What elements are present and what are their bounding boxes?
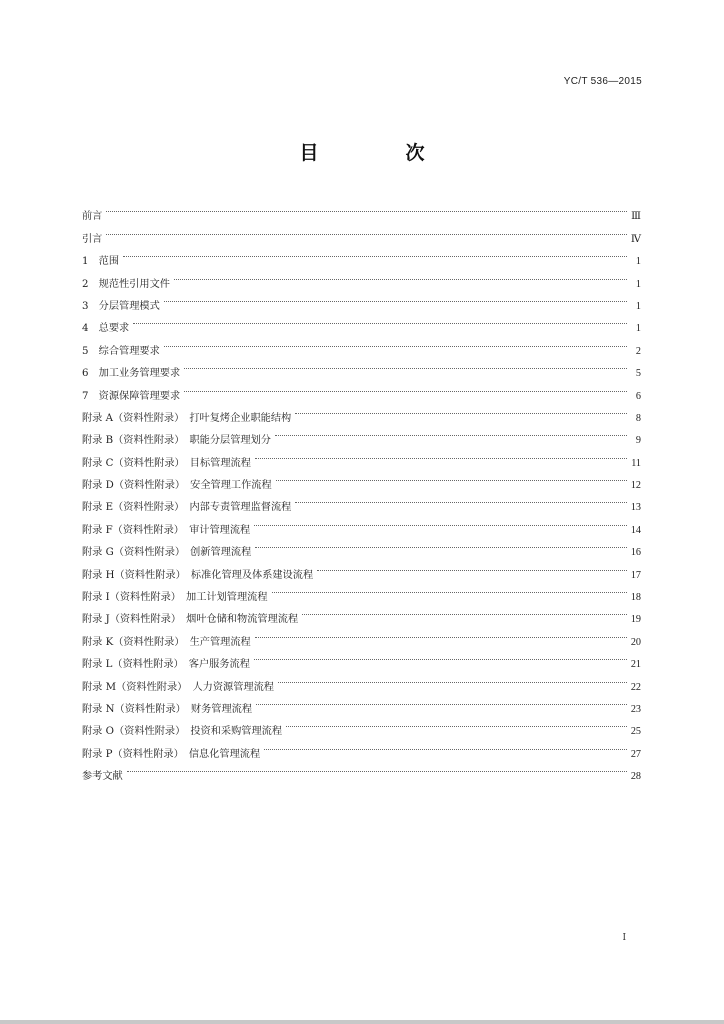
toc-entry-page: 16 — [630, 547, 641, 559]
toc-entry-page: 11 — [631, 457, 641, 469]
toc-entry-page: 1 — [635, 300, 641, 312]
toc-leader-dots — [286, 712, 627, 734]
toc-entry-page: Ⅲ — [631, 211, 641, 223]
toc-leader-dots — [264, 734, 627, 756]
toc-leader-dots — [106, 197, 627, 219]
toc-entry-label: 附录 C（资料性附录） 目标管理流程 — [82, 457, 251, 469]
toc-entry-page: 28 — [630, 771, 641, 783]
toc-entry[interactable] — [82, 242, 641, 268]
toc-entry-label: 4 总要求 — [82, 323, 130, 335]
toc-leader-dots — [133, 309, 627, 331]
toc-entry-label: 附录 P（资料性附录） 信息化管理流程 — [82, 748, 261, 760]
toc-entry-page: 6 — [635, 390, 641, 402]
toc-entry-page: 1 — [635, 278, 641, 290]
toc-entry[interactable] — [82, 757, 641, 783]
toc-entry-label: 附录 I（资料性附录） 加工计划管理流程 — [82, 592, 268, 604]
toc-entry-label: 附录 D（资料性附录） 安全管理工作流程 — [82, 480, 272, 492]
toc-entry-label: 附录 F（资料性附录） 审计管理流程 — [82, 524, 251, 536]
toc-entry-page: 9 — [635, 435, 641, 447]
toc-entry-label: 7 资源保障管理要求 — [82, 390, 181, 402]
toc-entry-label: 附录 G（资料性附录） 创新管理流程 — [82, 547, 252, 559]
toc-leader-dots — [276, 466, 627, 488]
toc-entry-label: 前言 — [82, 211, 103, 223]
toc-entry-page: 27 — [630, 748, 641, 760]
toc-entry-label: 附录 B（资料性附录） 职能分层管理划分 — [82, 435, 271, 447]
page-title: 目 次 — [299, 142, 459, 164]
toc-entry-page: 20 — [630, 636, 641, 648]
page-number: Ⅰ — [622, 933, 626, 943]
toc-entry-page: 5 — [635, 368, 641, 380]
toc-entry-label: 参考文献 — [82, 771, 123, 783]
toc-entry-label: 附录 M（资料性附录） 人力资源管理流程 — [82, 681, 274, 693]
toc-entry-label: 附录 L（资料性附录） 客户服务流程 — [82, 659, 250, 671]
toc-leader-dots — [254, 645, 627, 667]
toc-leader-dots — [278, 667, 627, 689]
toc-leader-dots — [106, 219, 626, 241]
toc-leader-dots — [164, 287, 627, 309]
toc-leader-dots — [164, 331, 627, 353]
toc-entry-label: 5 综合管理要求 — [82, 345, 160, 357]
toc-leader-dots — [255, 533, 627, 555]
toc-leader-dots — [255, 622, 627, 644]
toc-entry[interactable] — [82, 331, 641, 357]
table-of-contents — [82, 197, 641, 783]
toc-entry-page: 1 — [635, 323, 641, 335]
toc-entry-page: 8 — [635, 412, 641, 424]
bottom-divider — [0, 1020, 724, 1024]
toc-entry-page: 21 — [630, 659, 641, 671]
toc-entry[interactable] — [82, 264, 641, 290]
toc-entry-label: 附录 J（资料性附录） 烟叶仓储和物流管理流程 — [82, 614, 299, 626]
toc-leader-dots — [302, 600, 627, 622]
toc-entry-page: 2 — [635, 345, 641, 357]
toc-entry[interactable] — [82, 197, 641, 223]
toc-entry-label: 2 规范性引用文件 — [82, 278, 170, 290]
toc-leader-dots — [174, 264, 627, 286]
toc-leader-dots — [295, 399, 627, 421]
toc-leader-dots — [184, 354, 627, 376]
toc-leader-dots — [123, 242, 627, 264]
toc-entry-label: 1 范围 — [82, 256, 120, 268]
toc-entry-label: 引言 — [82, 233, 103, 245]
standard-code: YC/T 536—2015 — [563, 76, 642, 87]
toc-entry-label: 附录 E（资料性附录） 内部专责管理监督流程 — [82, 502, 292, 514]
toc-entry-page: 17 — [630, 569, 641, 581]
toc-leader-dots — [184, 376, 627, 398]
toc-entry-page: 13 — [630, 502, 641, 514]
toc-entry-page: 25 — [630, 726, 641, 738]
toc-entry-page: 19 — [630, 614, 641, 626]
toc-leader-dots — [317, 555, 627, 577]
toc-entry-label: 6 加工业务管理要求 — [82, 368, 181, 380]
toc-leader-dots — [255, 443, 627, 465]
toc-entry-page: 18 — [630, 592, 641, 604]
toc-entry-page: 14 — [630, 524, 641, 536]
toc-entry[interactable] — [82, 309, 641, 335]
toc-entry-page: 22 — [630, 681, 641, 693]
toc-entry-page: Ⅳ — [630, 233, 641, 245]
toc-entry[interactable] — [82, 287, 641, 312]
toc-entry-label: 附录 H（资料性附录） 标准化管理及体系建设流程 — [82, 569, 314, 581]
toc-entry-page: 1 — [635, 256, 641, 268]
toc-entry-page: 23 — [630, 703, 641, 715]
toc-leader-dots — [275, 421, 627, 443]
toc-entry-page: 12 — [630, 480, 641, 492]
toc-leader-dots — [256, 690, 627, 712]
toc-leader-dots — [295, 488, 626, 510]
toc-leader-dots — [272, 578, 627, 600]
toc-leader-dots — [254, 510, 627, 532]
toc-entry[interactable] — [82, 219, 641, 245]
toc-entry-label: 附录 A（资料性附录） 打叶复烤企业职能结构 — [82, 412, 292, 424]
toc-entry-label: 附录 N（资料性附录） 财务管理流程 — [82, 703, 253, 715]
toc-entry-label: 3 分层管理模式 — [82, 300, 160, 312]
toc-entry[interactable] — [82, 354, 641, 380]
toc-entry-label: 附录 K（资料性附录） 生产管理流程 — [82, 636, 251, 648]
toc-entry-label: 附录 O（资料性附录） 投资和采购管理流程 — [82, 726, 283, 738]
toc-leader-dots — [127, 757, 627, 779]
